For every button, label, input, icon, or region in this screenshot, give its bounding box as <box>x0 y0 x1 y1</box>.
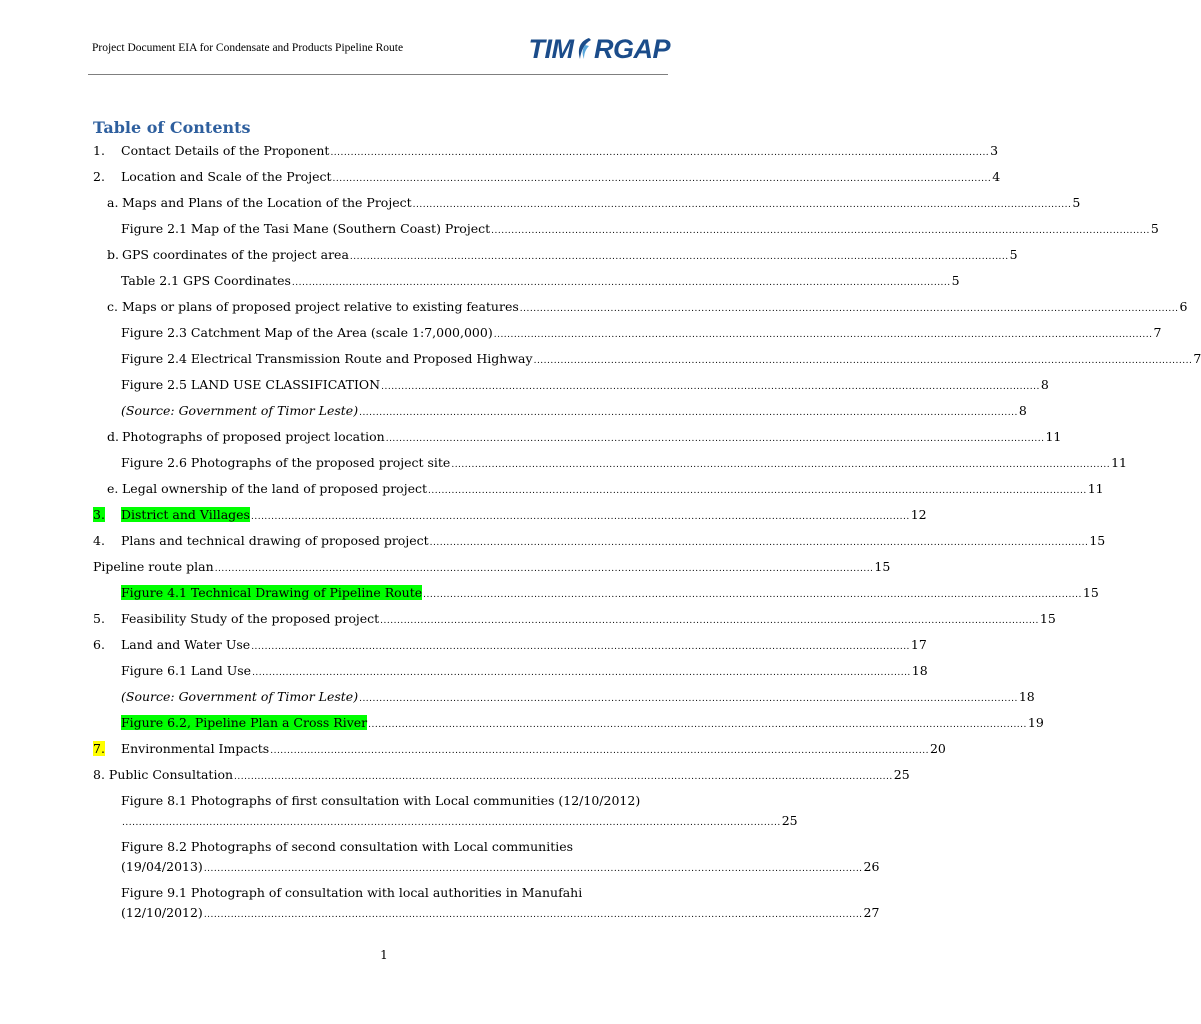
toc-entry-label: Figure 6.1 Land Use <box>121 663 252 678</box>
leader-dots: .................................................................................................................................................................................................... <box>270 746 929 756</box>
toc-entry[interactable] <box>93 478 1104 498</box>
toc-page-number: 5 <box>951 273 960 288</box>
toc-entry[interactable] <box>93 192 1081 212</box>
page-number: 1 <box>380 948 388 962</box>
toc-entry[interactable] <box>93 790 798 834</box>
toc-entry-number: c. <box>107 299 118 314</box>
toc-entry-number: a. <box>107 195 119 210</box>
toc-entry-label: Maps or plans of proposed project relative to existing features <box>122 299 519 314</box>
timorgap-logo <box>528 34 670 65</box>
logo-mark-icon <box>573 34 594 65</box>
toc-entry[interactable] <box>93 270 960 290</box>
leader-dots: .................................................................................................................................................................................................... <box>251 642 910 652</box>
leader-dots: .................................................................................................................................................................................................... <box>252 668 911 678</box>
toc-page-number: 17 <box>910 637 927 652</box>
toc-entry[interactable] <box>93 218 1159 238</box>
leader-dots: .................................................................................................................................................................................................... <box>451 460 1111 470</box>
toc-entry-label: (Source: Government of Timor Leste) <box>121 689 359 704</box>
toc-page-number: 25 <box>781 813 798 828</box>
toc-entry-label: Environmental Impacts <box>121 741 270 756</box>
toc-entry-label: Public Consultation <box>108 767 234 782</box>
toc-entry[interactable] <box>93 452 1127 472</box>
toc-page-number: 25 <box>893 767 910 782</box>
toc-entry[interactable] <box>93 556 891 576</box>
toc-entry-number: 2. <box>93 169 105 184</box>
toc-entry[interactable] <box>93 530 1106 550</box>
leader-dots: .................................................................................................................................................................................................... <box>385 434 1045 444</box>
toc-entry[interactable] <box>93 322 1162 342</box>
toc-entry-number: 1. <box>93 143 105 158</box>
leader-dots: .................................................................................................................................................................................................... <box>412 200 1072 210</box>
toc-entry-label: Figure 2.5 LAND USE CLASSIFICATION <box>121 377 381 392</box>
toc-entry[interactable] <box>93 738 946 758</box>
toc-entry-label: Land and Water Use <box>121 637 251 652</box>
toc-entry[interactable] <box>93 400 1027 420</box>
toc-entry[interactable] <box>93 296 1188 316</box>
toc-entry-label: Plans and technical drawing of proposed project <box>121 533 429 548</box>
toc-entry[interactable] <box>93 836 880 880</box>
toc-page-number: 6 <box>1179 299 1188 314</box>
toc-entry-label: Figure 2.1 Map of the Tasi Mane (Southern Coast) Project <box>121 221 491 236</box>
toc-page-number: 18 <box>911 663 928 678</box>
toc-entry[interactable] <box>93 244 1018 264</box>
toc-entry-number: e. <box>107 481 119 496</box>
toc-entry-label-continued: (19/04/2013) <box>121 859 203 874</box>
toc-page-number: 5 <box>1150 221 1159 236</box>
leader-dots: .................................................................................................................................................................................................... <box>359 408 1018 418</box>
toc-page-number: 7 <box>1193 351 1201 366</box>
leader-dots: .................................................................................................................................................................................................... <box>493 330 1153 340</box>
toc-entry-label: Legal ownership of the land of proposed project <box>122 481 427 496</box>
toc-entry-label: Figure 2.4 Electrical Transmission Route and Proposed Highway <box>121 351 533 366</box>
toc-entry-label: Pipeline route plan <box>93 559 214 574</box>
toc-entry[interactable] <box>93 660 928 680</box>
toc-entry[interactable] <box>93 426 1062 446</box>
toc-entry-number: 7. <box>93 741 105 756</box>
toc-page-number: 8 <box>1018 403 1027 418</box>
toc-entry[interactable] <box>93 504 927 524</box>
toc-entry-number: b. <box>107 247 119 262</box>
toc-entry-number: 6. <box>93 637 105 652</box>
toc-entry-label-continued: (12/10/2012) <box>121 905 203 920</box>
toc-entry-label: District and Villages <box>121 507 250 522</box>
leader-dots: .................................................................................................................................................................................................... <box>429 538 1089 548</box>
toc-entry-label: Feasibility Study of the proposed project <box>121 611 380 626</box>
toc-entry-label: Table 2.1 GPS Coordinates <box>121 273 291 288</box>
leader-dots: .................................................................................................................................................................................................... <box>203 864 863 874</box>
leader-dots: .................................................................................................................................................................................................... <box>368 720 1027 730</box>
toc-entry[interactable] <box>93 634 927 654</box>
leader-dots: .................................................................................................................................................................................................... <box>359 694 1018 704</box>
toc-page-number: 18 <box>1018 689 1035 704</box>
toc-entry-number: d. <box>107 429 119 444</box>
toc-entry[interactable] <box>93 882 880 926</box>
leader-dots: .................................................................................................................................................................................................... <box>330 148 990 158</box>
toc-page-number: 12 <box>910 507 927 522</box>
leader-dots: .................................................................................................................................................................................................... <box>533 356 1193 366</box>
toc-entry-number: 5. <box>93 611 105 626</box>
toc-page-number: 19 <box>1027 715 1044 730</box>
toc-page-number: 5 <box>1009 247 1018 262</box>
toc-page-number: 7 <box>1153 325 1162 340</box>
toc-entry[interactable] <box>93 582 1099 602</box>
toc-entry-label: Location and Scale of the Project <box>121 169 332 184</box>
toc-entry-label: Figure 8.2 Photographs of second consultation with Local communities <box>121 839 574 854</box>
leader-dots: .................................................................................................................................................................................................... <box>122 818 781 828</box>
toc-page-number: 11 <box>1045 429 1062 444</box>
leader-dots: .................................................................................................................................................................................................... <box>234 772 893 782</box>
toc-entry-label: Figure 4.1 Technical Drawing of Pipeline Route <box>121 585 423 600</box>
leader-dots: .................................................................................................................................................................................................... <box>214 564 874 574</box>
leader-dots: .................................................................................................................................................................................................... <box>428 486 1087 496</box>
toc-entry[interactable] <box>93 712 1044 732</box>
toc-page-number: 11 <box>1111 455 1127 470</box>
leader-dots: .................................................................................................................................................................................................... <box>381 382 1040 392</box>
logo-text-left: TIM <box>528 34 574 64</box>
toc-entry[interactable] <box>93 374 1049 394</box>
toc-entry-number: 8. <box>93 767 105 782</box>
toc-entry[interactable] <box>93 140 999 160</box>
logo-text-right: RGAP <box>593 34 670 64</box>
toc-page-number: 15 <box>874 559 891 574</box>
toc-entry-label: Maps and Plans of the Location of the Project <box>122 195 412 210</box>
leader-dots: .................................................................................................................................................................................................... <box>291 278 951 288</box>
header-title: Project Document EIA for Condensate and Products Pipeline Route <box>92 42 404 54</box>
toc-entry-label: GPS coordinates of the project area <box>122 247 349 262</box>
toc-entry-label: Photographs of proposed project location <box>122 429 385 444</box>
page-header <box>88 30 668 75</box>
toc-entry[interactable] <box>93 608 1056 628</box>
leader-dots: .................................................................................................................................................................................................... <box>349 252 1009 262</box>
toc-title: Table of Contents <box>93 118 251 137</box>
toc-entry[interactable] <box>93 166 1001 186</box>
toc-page-number: 20 <box>929 741 946 756</box>
toc-page-number: 3 <box>990 143 999 158</box>
toc-entry-label: Figure 6.2, Pipeline Plan a Cross River <box>121 715 368 730</box>
toc-entry-number: 3. <box>93 507 105 522</box>
leader-dots: .................................................................................................................................................................................................... <box>203 910 863 920</box>
leader-dots: .................................................................................................................................................................................................... <box>491 226 1150 236</box>
toc-entry-label: (Source: Government of Timor Leste) <box>121 403 359 418</box>
toc-entry-label: Figure 9.1 Photograph of consultation with local authorities in Manufahi <box>121 885 583 900</box>
toc-page-number: 26 <box>863 859 880 874</box>
toc-entry-label: Figure 2.6 Photographs of the proposed project site <box>121 455 451 470</box>
toc-page-number: 11 <box>1087 481 1104 496</box>
toc-page-number: 15 <box>1039 611 1056 626</box>
leader-dots: .................................................................................................................................................................................................... <box>332 174 992 184</box>
toc-entry-number: 4. <box>93 533 105 548</box>
toc-page-number: 27 <box>863 905 880 920</box>
toc-entry-label: Contact Details of the Proponent <box>121 143 330 158</box>
toc-entry-label: Figure 2.3 Catchment Map of the Area (scale 1:7,000,000) <box>121 325 493 340</box>
toc-entry[interactable] <box>93 686 1035 706</box>
toc-entry[interactable] <box>93 764 910 784</box>
toc-page-number: 8 <box>1040 377 1049 392</box>
toc-page-number: 15 <box>1089 533 1106 548</box>
leader-dots: .................................................................................................................................................................................................... <box>380 616 1039 626</box>
leader-dots: .................................................................................................................................................................................................... <box>250 512 910 522</box>
toc-entry-label: Figure 8.1 Photographs of first consultation with Local communities (12/10/2012) <box>121 793 641 808</box>
toc-page-number: 5 <box>1072 195 1081 210</box>
leader-dots: .................................................................................................................................................................................................... <box>423 590 1082 600</box>
leader-dots: .................................................................................................................................................................................................... <box>519 304 1179 314</box>
toc-page-number: 4 <box>992 169 1001 184</box>
toc-entry[interactable] <box>93 348 1201 368</box>
toc-page-number: 15 <box>1082 585 1099 600</box>
